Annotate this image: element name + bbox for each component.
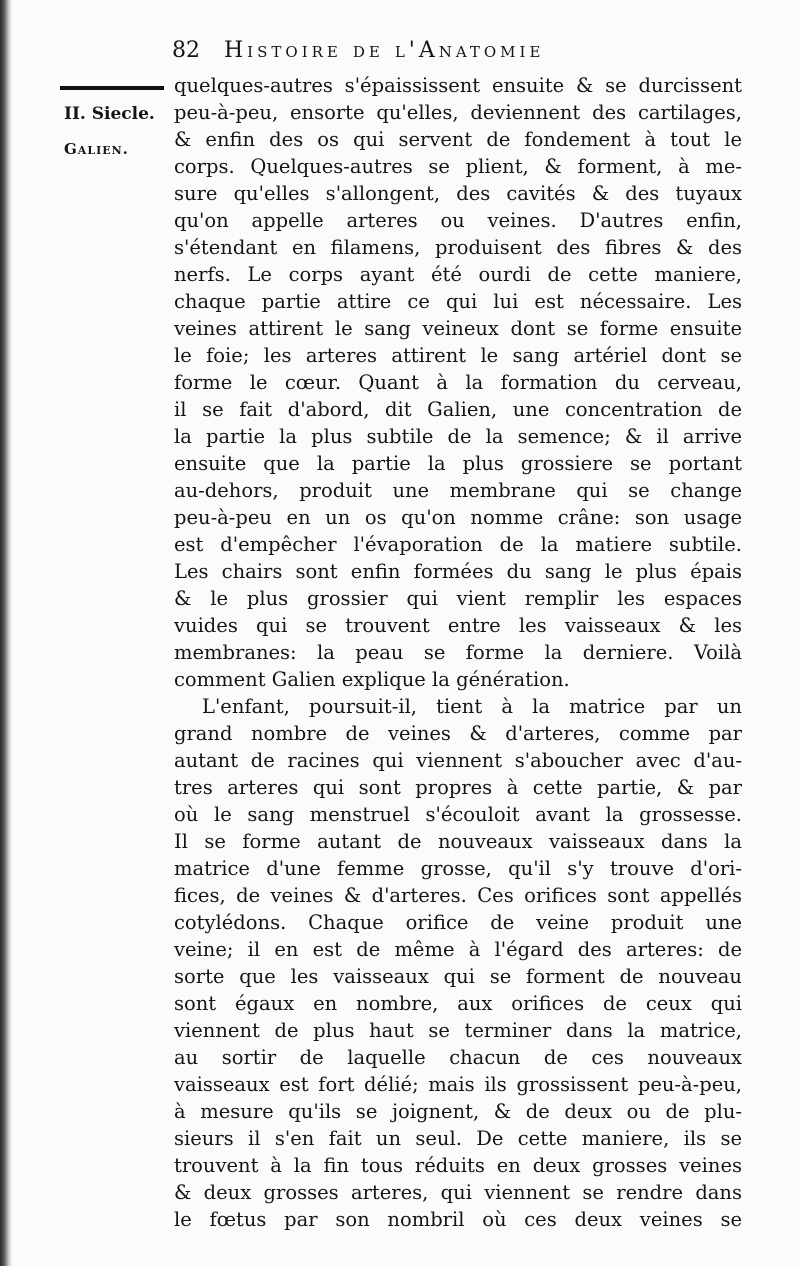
text-line: tres arteres qui sont propres à cette partie, & par [174,776,742,799]
text-line: L'enfant, poursuit-il, tient à la matrice par un [202,695,742,718]
page-number: 82 [172,38,200,63]
text-line: où le sang menstruel s'écouloit avant la grossesse. [174,803,742,826]
text-line: quelques-autres s'épaississent ensuite & se durcissent [174,74,742,97]
text-line: peu-à-peu en un os qu'on nomme crâne: son usage [174,506,742,529]
margin-note-author: Galien. [64,140,129,158]
text-line: peu-à-peu, ensorte qu'elles, deviennent des cartilages, [174,101,742,124]
text-line: le fœtus par son nombril où ces deux veines se [174,1208,742,1231]
margin-note-century: II. Siecle. [64,104,155,124]
text-line: viennent de plus haut se terminer dans la matrice, [174,1019,742,1042]
text-line: Il se forme autant de nouveaux vaisseaux dans la [174,830,742,853]
text-line: Les chairs sont enfin formées du sang le plus épais [174,560,742,583]
text-line: & le plus grossier qui vient remplir les espaces [174,587,742,610]
page-gutter [0,0,12,1266]
text-line: sont égaux en nombre, aux orifices de ceux qui [174,992,742,1015]
text-line: forme le cœur. Quant à la formation du cerveau, [174,371,742,394]
text-line: vuides qui se trouvent entre les vaisseaux & les [174,614,742,637]
text-line: qu'on appelle arteres ou veines. D'autres enfin, [174,209,742,232]
text-line: fices, de veines & d'arteres. Ces orifices sont appellés [174,884,742,907]
text-line: sure qu'elles s'allongent, des cavités & des tuyaux [174,182,742,205]
text-line: comment Galien explique la génération. [174,668,570,691]
text-line: & enfin des os qui servent de fondement à tout le [174,128,742,151]
running-title: Histoire de l'Anatomie [224,38,545,63]
text-line: au sortir de laquelle chacun de ces nouveaux [174,1046,742,1069]
text-line: sieurs il s'en fait un seul. De cette maniere, ils se [174,1127,742,1150]
text-line: à mesure qu'ils se joignent, & de deux ou de plu- [174,1100,742,1123]
text-line: sorte que les vaisseaux qui se forment de nouveau [174,965,742,988]
text-line: la partie la plus subtile de la semence; & il arrive [174,425,742,448]
text-line: cotylédons. Chaque orifice de veine produit une [174,911,742,934]
text-line: membranes: la peau se forme la derniere. Voilà [174,641,742,664]
text-line: matrice d'une femme grosse, qu'il s'y trouve d'ori- [174,857,742,880]
page-header [172,38,732,68]
text-line: & deux grosses arteres, qui viennent se rendre dans [174,1181,742,1204]
text-line: ensuite que la partie la plus grossiere se portant [174,452,742,475]
text-line: trouvent à la fin tous réduits en deux grosses veines [174,1154,742,1177]
text-line: il se fait d'abord, dit Galien, une concentration de [174,398,742,421]
text-line: s'étendant en filamens, produisent des fibres & des [174,236,742,259]
text-line: chaque partie attire ce qui lui est nécessaire. Les [174,290,742,313]
text-line: veine; il en est de même à l'égard des arteres: de [174,938,742,961]
text-line: est d'empêcher l'évaporation de la matiere subtile. [174,533,742,556]
text-line: grand nombre de veines & d'arteres, comme par [174,722,742,745]
text-line: au-dehors, produit une membrane qui se change [174,479,742,502]
text-line: autant de racines qui viennent s'aboucher avec d'au- [174,749,742,772]
body-text [174,72,742,1233]
text-line: le foie; les arteres attirent le sang artériel dont se [174,344,742,367]
margin-rule [60,86,164,90]
text-line: nerfs. Le corps ayant été ourdi de cette maniere, [174,263,742,286]
text-line: vaisseaux est fort délié; mais ils grossissent peu-à-peu, [174,1073,742,1096]
text-line: corps. Quelques-autres se plient, & forment, à me- [174,155,742,178]
text-line: veines attirent le sang veineux dont se forme ensuite [174,317,742,340]
